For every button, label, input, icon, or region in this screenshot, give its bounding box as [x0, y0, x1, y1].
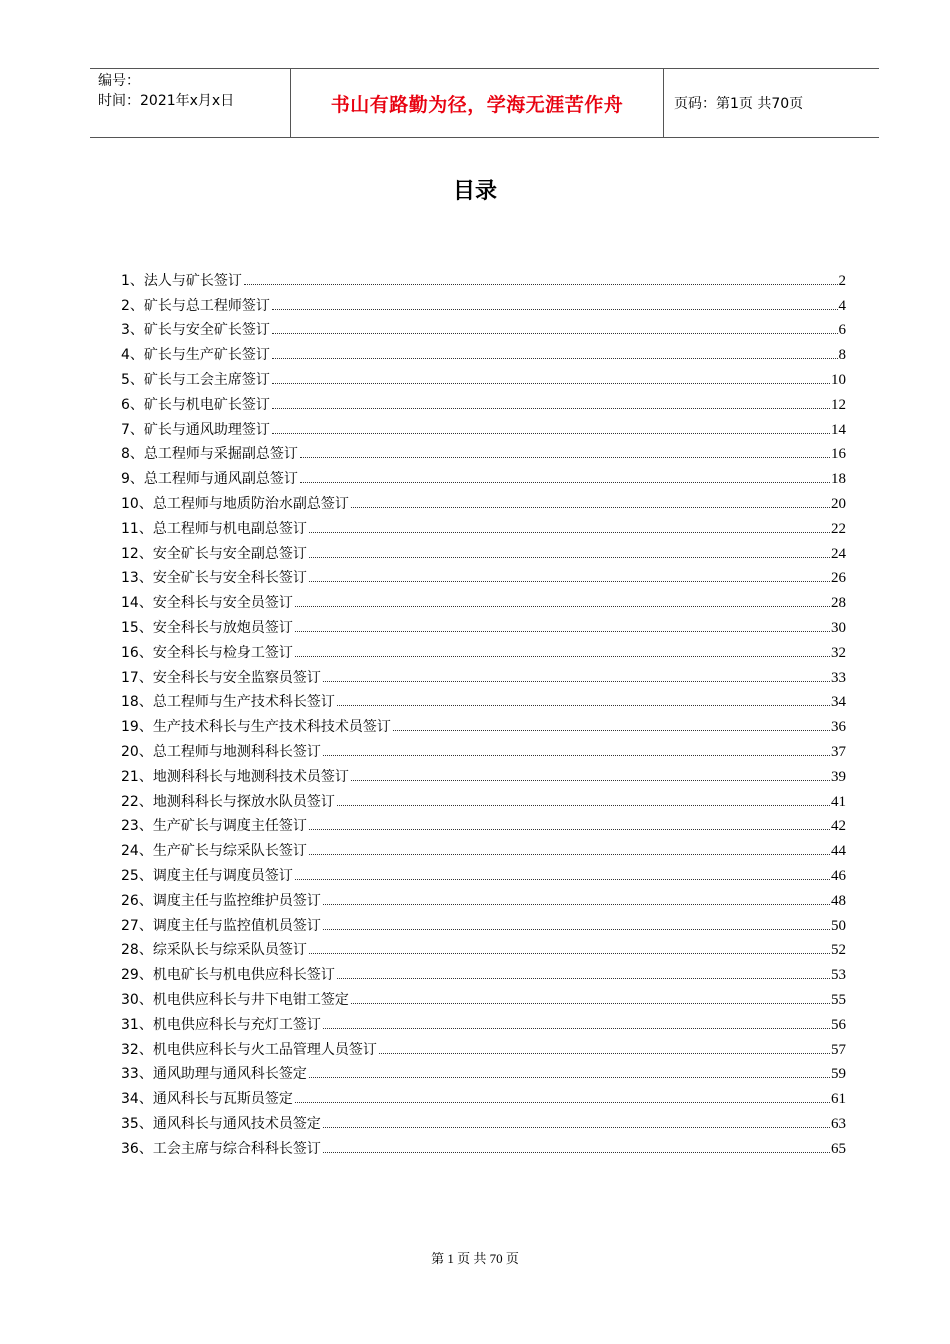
- toc-entry-label: 32、机电供应科长与火工品管理人员签订: [121, 1041, 377, 1058]
- motto-text: 书山有路勤为径，学海无涯苦作舟: [330, 93, 624, 116]
- toc-entry-label: 33、通风助理与通风科长签定: [121, 1066, 307, 1083]
- toc-entry[interactable]: [121, 736, 846, 761]
- toc-entry[interactable]: [121, 488, 846, 513]
- toc-dot-leader: [309, 580, 830, 582]
- toc-dot-leader: [351, 1002, 830, 1004]
- toc-dot-leader: [337, 804, 830, 806]
- toc-entry-label: 36、工会主席与综合科科长签订: [121, 1140, 321, 1157]
- toc-entry[interactable]: [121, 959, 846, 984]
- toc-entry-page: 18: [831, 471, 846, 488]
- toc-entry-page: 46: [831, 867, 846, 884]
- toc-entry-label: 7、矿长与通风助理签订: [121, 421, 270, 438]
- toc-entry-page: 55: [831, 991, 846, 1008]
- toc-entry[interactable]: [121, 885, 846, 910]
- toc-entry[interactable]: [121, 587, 846, 612]
- toc-dot-leader: [300, 481, 830, 483]
- toc-entry[interactable]: [121, 984, 846, 1009]
- toc-entry-label: 17、安全科长与安全监察员签订: [121, 669, 321, 686]
- toc-entry-label: 34、通风科长与瓦斯员签定: [121, 1091, 293, 1108]
- toc-dot-leader: [272, 308, 838, 310]
- toc-entry[interactable]: [121, 1009, 846, 1034]
- toc-entry-page: 10: [831, 371, 846, 388]
- toc-dot-leader: [295, 630, 830, 632]
- toc-entry-label: 19、生产技术科长与生产技术科技术员签订: [121, 719, 391, 736]
- toc-entry[interactable]: [121, 1034, 846, 1059]
- toc-entry-label: 35、通风科长与通风技术员签定: [121, 1115, 321, 1132]
- toc-entry-page: 8: [838, 347, 846, 364]
- toc-entry[interactable]: [121, 835, 846, 860]
- toc-dot-leader: [309, 531, 830, 533]
- toc-entry[interactable]: [121, 463, 846, 488]
- toc-entry[interactable]: [121, 761, 846, 786]
- toc-entry[interactable]: [121, 538, 846, 563]
- toc-entry-label: 6、矿长与机电矿长签订: [121, 396, 270, 413]
- toc-entry[interactable]: [121, 290, 846, 315]
- toc-entry-page: 26: [831, 570, 846, 587]
- toc-entry-label: 23、生产矿长与调度主任签订: [121, 818, 307, 835]
- toc-entry-page: 48: [831, 892, 846, 909]
- toc-entry[interactable]: [121, 711, 846, 736]
- toc-entry-label: 24、生产矿长与综采队长签订: [121, 843, 307, 860]
- toc-entry[interactable]: [121, 910, 846, 935]
- toc-dot-leader: [272, 357, 838, 359]
- toc-entry[interactable]: [121, 860, 846, 885]
- toc-entry-label: 26、调度主任与监控维护员签订: [121, 892, 321, 909]
- toc-dot-leader: [272, 332, 838, 334]
- toc-entry-page: 20: [831, 495, 846, 512]
- toc-dot-leader: [393, 729, 830, 731]
- toc-entry[interactable]: [121, 687, 846, 712]
- toc-entry-page: 6: [838, 322, 846, 339]
- toc-entry-page: 22: [831, 520, 846, 537]
- toc-entry-page: 52: [831, 942, 846, 959]
- toc-dot-leader: [272, 382, 830, 384]
- toc-entry-page: 44: [831, 843, 846, 860]
- toc-entry-page: 61: [831, 1091, 846, 1108]
- toc-dot-leader: [337, 977, 830, 979]
- toc-dot-leader: [323, 1151, 830, 1153]
- header-meta: [90, 69, 291, 137]
- header-motto-cell: [291, 69, 664, 137]
- page-info: 页码：第1页 共70页: [674, 96, 804, 112]
- document-header: [90, 68, 879, 138]
- toc-entry-page: 56: [831, 1016, 846, 1033]
- toc-entry-page: 12: [831, 396, 846, 413]
- toc-entry[interactable]: [121, 339, 846, 364]
- toc-entry-label: 4、矿长与生产矿长签订: [121, 347, 270, 364]
- toc-entry-page: 57: [831, 1041, 846, 1058]
- toc-dot-leader: [323, 928, 830, 930]
- toc-entry-label: 18、总工程师与生产技术科长签订: [121, 694, 335, 711]
- toc-entry[interactable]: [121, 513, 846, 538]
- toc-entry-label: 31、机电供应科长与充灯工签订: [121, 1016, 321, 1033]
- toc-entry-label: 2、矿长与总工程师签订: [121, 297, 270, 314]
- toc-dot-leader: [300, 456, 830, 458]
- number-label: 编号：: [98, 73, 140, 89]
- toc-entry[interactable]: [121, 1059, 846, 1084]
- toc-entry[interactable]: [121, 563, 846, 588]
- toc-dot-leader: [351, 506, 830, 508]
- toc-entry[interactable]: [121, 1108, 846, 1133]
- toc-dot-leader: [309, 556, 830, 558]
- toc-entry[interactable]: [121, 786, 846, 811]
- toc-entry-page: 2: [838, 272, 846, 289]
- toc-entry[interactable]: [121, 1083, 846, 1108]
- toc-entry[interactable]: [121, 1133, 846, 1158]
- toc-entry-label: 30、机电供应科长与井下电钳工签定: [121, 991, 349, 1008]
- toc-entry[interactable]: [121, 662, 846, 687]
- toc-dot-leader: [323, 1126, 830, 1128]
- page-title: 目录: [452, 179, 497, 204]
- toc-entry[interactable]: [121, 315, 846, 340]
- toc-entry-page: 14: [831, 421, 846, 438]
- toc-entry-page: 32: [831, 644, 846, 661]
- toc-dot-leader: [323, 754, 830, 756]
- toc-entry-label: 14、安全科长与安全员签订: [121, 595, 293, 612]
- toc-dot-leader: [295, 1101, 830, 1103]
- toc-entry-label: 1、法人与矿长签订: [121, 272, 242, 289]
- toc-dot-leader: [272, 432, 830, 434]
- toc-dot-leader: [244, 283, 838, 285]
- toc-dot-leader: [295, 605, 830, 607]
- page-footer: 第 1 页 共 70 页: [431, 1251, 519, 1266]
- toc-entry-page: 50: [831, 917, 846, 934]
- toc-entry-page: 65: [831, 1140, 846, 1157]
- toc-entry-page: 28: [831, 595, 846, 612]
- toc-entry-label: 29、机电矿长与机电供应科长签订: [121, 967, 335, 984]
- toc-entry[interactable]: [121, 265, 846, 290]
- toc-entry-page: 53: [831, 967, 846, 984]
- toc-entry-page: 24: [831, 545, 846, 562]
- toc-entry-label: 15、安全科长与放炮员签订: [121, 619, 293, 636]
- toc-entry[interactable]: [121, 935, 846, 960]
- toc-entry-page: 59: [831, 1066, 846, 1083]
- toc-entry-label: 20、总工程师与地测科科长签订: [121, 743, 321, 760]
- header-page-cell: [664, 69, 879, 137]
- toc-entry-label: 21、地测科科长与地测科技术员签订: [121, 768, 349, 785]
- toc-entry[interactable]: [121, 439, 846, 464]
- toc-entry-label: 5、矿长与工会主席签订: [121, 371, 270, 388]
- toc-entry-label: 10、总工程师与地质防治水副总签订: [121, 495, 349, 512]
- toc-entry[interactable]: [121, 389, 846, 414]
- toc-dot-leader: [351, 779, 830, 781]
- toc-entry-label: 12、安全矿长与安全副总签订: [121, 545, 307, 562]
- toc-entry[interactable]: [121, 637, 846, 662]
- toc-entry-label: 13、安全矿长与安全科长签订: [121, 570, 307, 587]
- toc-entry-label: 22、地测科科长与探放水队员签订: [121, 793, 335, 810]
- toc-entry-label: 28、综采队长与综采队员签订: [121, 942, 307, 959]
- toc-entry-page: 30: [831, 619, 846, 636]
- toc-dot-leader: [295, 655, 830, 657]
- toc-dot-leader: [309, 828, 830, 830]
- toc-dot-leader: [309, 1076, 830, 1078]
- toc-entry[interactable]: [121, 364, 846, 389]
- toc-entry-label: 25、调度主任与调度员签订: [121, 867, 293, 884]
- toc-dot-leader: [323, 680, 830, 682]
- toc-entry[interactable]: [121, 811, 846, 836]
- time-label: 时间：2021年x月x日: [98, 93, 235, 109]
- toc-dot-leader: [295, 878, 830, 880]
- toc-entry-page: 4: [838, 297, 846, 314]
- table-of-contents: [121, 265, 846, 1158]
- toc-dot-leader: [323, 1027, 830, 1029]
- toc-entry-page: 63: [831, 1115, 846, 1132]
- toc-entry-page: 37: [831, 743, 846, 760]
- toc-entry-label: 8、总工程师与采掘副总签订: [121, 446, 298, 463]
- toc-entry[interactable]: [121, 612, 846, 637]
- toc-entry[interactable]: [121, 414, 846, 439]
- toc-dot-leader: [309, 952, 830, 954]
- toc-entry-page: 36: [831, 719, 846, 736]
- toc-dot-leader: [337, 704, 830, 706]
- toc-entry-label: 27、调度主任与监控值机员签订: [121, 917, 321, 934]
- toc-entry-page: 39: [831, 768, 846, 785]
- toc-dot-leader: [309, 853, 830, 855]
- toc-dot-leader: [379, 1052, 830, 1054]
- toc-entry-label: 3、矿长与安全矿长签订: [121, 322, 270, 339]
- toc-entry-page: 42: [831, 818, 846, 835]
- toc-dot-leader: [272, 407, 830, 409]
- toc-entry-label: 11、总工程师与机电副总签订: [121, 520, 307, 537]
- toc-entry-page: 33: [831, 669, 846, 686]
- toc-entry-page: 41: [831, 793, 846, 810]
- toc-entry-page: 16: [831, 446, 846, 463]
- toc-entry-label: 9、总工程师与通风副总签订: [121, 471, 298, 488]
- toc-entry-label: 16、安全科长与检身工签订: [121, 644, 293, 661]
- toc-dot-leader: [323, 903, 830, 905]
- toc-entry-page: 34: [831, 694, 846, 711]
